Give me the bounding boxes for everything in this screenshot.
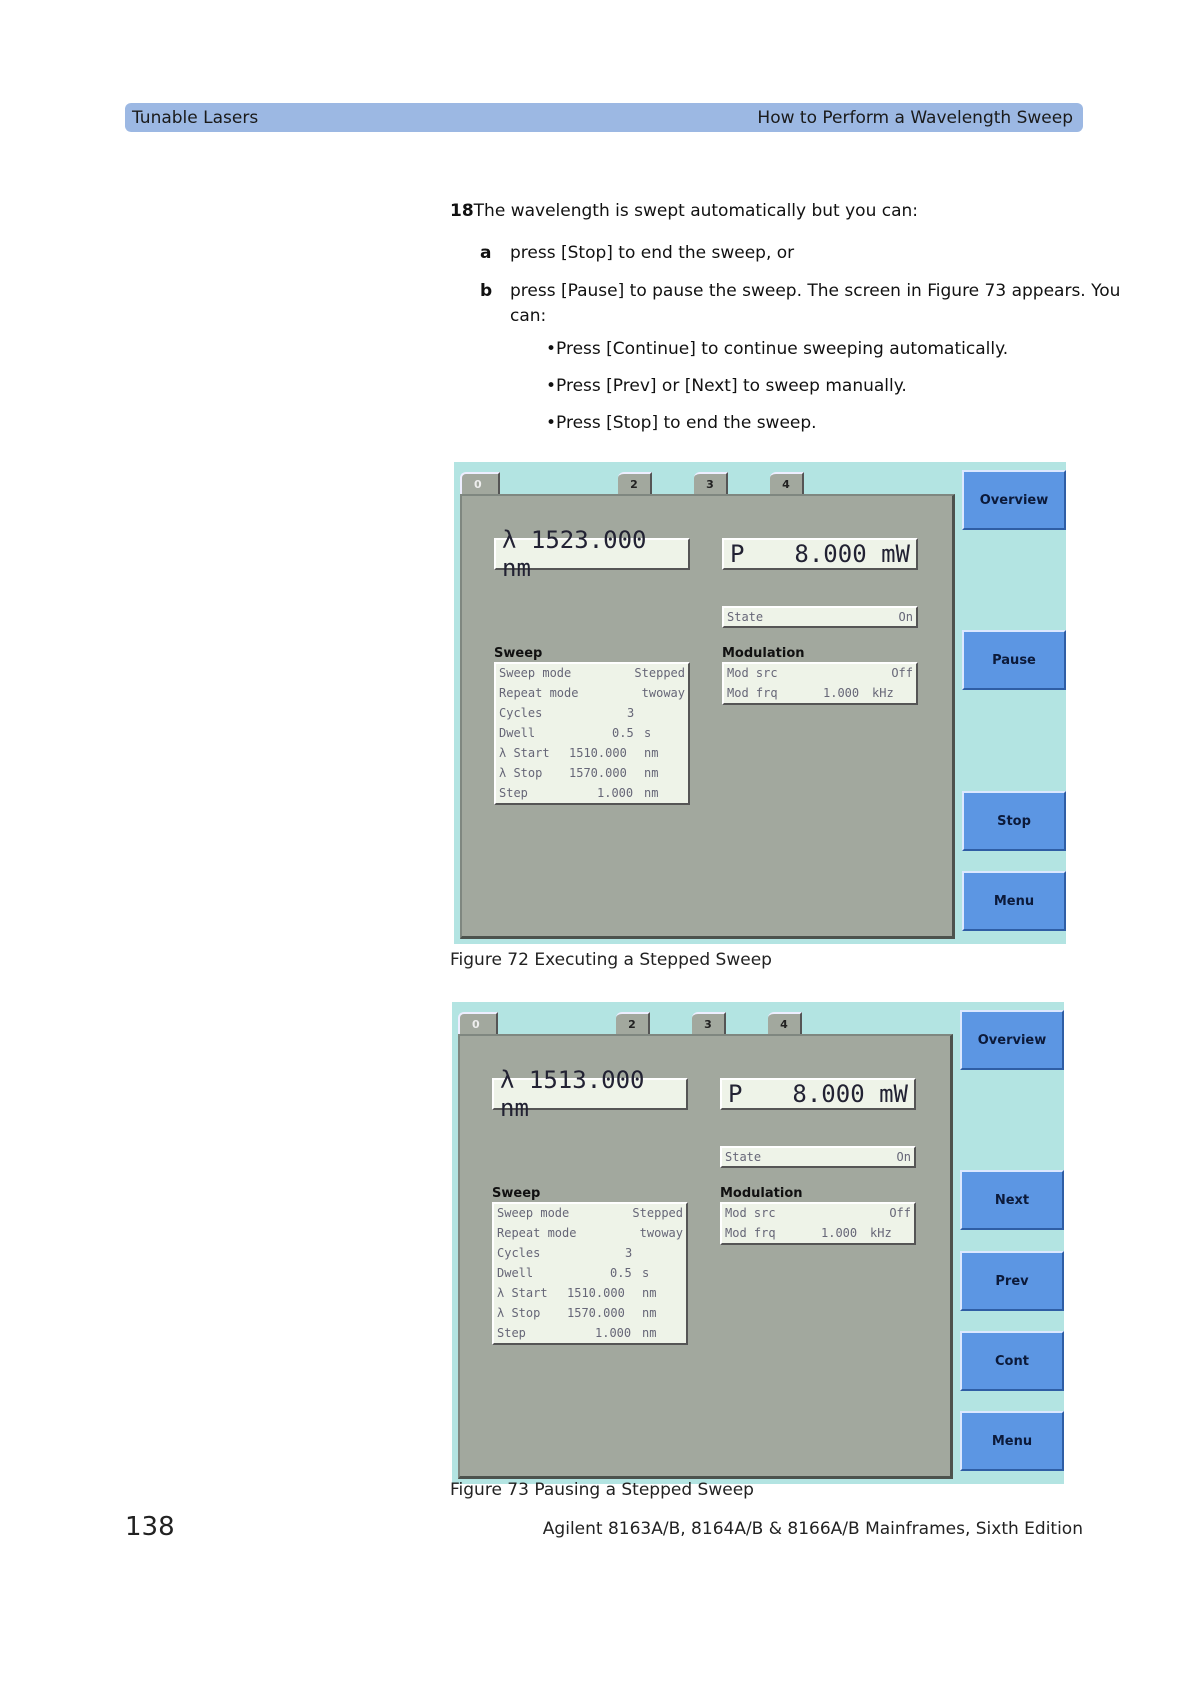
param-label: Dwell — [497, 1266, 534, 1280]
state-value: On — [896, 1150, 911, 1164]
param-unit: kHz — [870, 1226, 892, 1240]
param-value: 3 — [625, 1246, 633, 1260]
param-unit: nm — [642, 1306, 657, 1320]
param-value: Stepped — [634, 666, 685, 680]
param-value: 1510.000 — [569, 746, 627, 760]
figure-caption-73: Figure 73 Pausing a Stepped Sweep — [450, 1480, 754, 1500]
tab-2[interactable]: 2 — [616, 1012, 650, 1034]
param-label: Mod frq — [725, 1226, 776, 1240]
sweep-title: Sweep — [492, 1186, 541, 1201]
sweep-row[interactable] — [499, 684, 685, 704]
param-value: 0.5 — [612, 726, 634, 740]
param-label: Mod src — [725, 1206, 776, 1220]
overview-button[interactable]: Overview — [962, 470, 1066, 530]
param-value: 1.000 — [597, 786, 634, 800]
display-panel — [458, 1034, 953, 1479]
param-label: Dwell — [499, 726, 536, 740]
param-label: Sweep mode — [497, 1206, 570, 1220]
tab-3[interactable]: 3 — [694, 472, 728, 494]
param-unit: nm — [644, 746, 659, 760]
tab-3[interactable]: 3 — [692, 1012, 726, 1034]
param-value: Off — [891, 666, 913, 680]
sweep-row[interactable] — [499, 704, 685, 724]
param-label: Cycles — [497, 1246, 541, 1260]
param-value: twoway — [641, 686, 685, 700]
sweep-row[interactable] — [497, 1264, 683, 1284]
instrument-screen-figure-73 — [452, 1002, 1064, 1484]
instrument-screen-figure-72 — [454, 462, 1066, 944]
sweep-parameters[interactable] — [492, 1202, 688, 1345]
next-button[interactable]: Next — [960, 1170, 1064, 1230]
mod-row[interactable] — [727, 684, 913, 704]
bullet-item: •Press [Continue] to continue sweeping automatically. — [546, 339, 1009, 359]
tab-4[interactable]: 4 — [768, 1012, 802, 1034]
page-number: 138 — [125, 1512, 175, 1542]
param-value: 0.5 — [610, 1266, 632, 1280]
header-section: Tunable Lasers — [132, 107, 259, 128]
power-readout[interactable] — [722, 538, 918, 570]
tab-0[interactable]: 0 — [458, 1012, 498, 1034]
param-label: λ Stop — [497, 1306, 541, 1320]
sweep-row[interactable] — [499, 764, 685, 784]
tab-0[interactable]: 0 — [460, 472, 500, 494]
item-text-cont: can: — [510, 306, 547, 326]
prev-button[interactable]: Prev — [960, 1251, 1064, 1311]
power-value: 8.000 mW — [794, 540, 910, 568]
step-text: The wavelength is swept automatically but you can: — [473, 201, 919, 221]
param-label: Mod frq — [727, 686, 778, 700]
param-label: Cycles — [499, 706, 543, 720]
item-letter: a — [480, 243, 492, 263]
bullet-item: •Press [Prev] or [Next] to sweep manually. — [546, 376, 907, 396]
document-title: Agilent 8163A/B, 8164A/B & 8166A/B Mainframes, Sixth Edition — [542, 1519, 1083, 1539]
sweep-row[interactable] — [499, 784, 685, 804]
param-unit: nm — [644, 786, 659, 800]
item-text: press [Pause] to pause the sweep. The screen in Figure 73 appears. You — [510, 281, 1121, 301]
sweep-row[interactable] — [499, 664, 685, 684]
modulation-title: Modulation — [720, 1186, 803, 1201]
display-panel — [460, 494, 955, 939]
param-label: λ Start — [497, 1286, 548, 1300]
param-value: 1.000 — [595, 1326, 632, 1340]
page-header — [125, 103, 1083, 132]
param-value: 3 — [627, 706, 635, 720]
sweep-parameters[interactable] — [494, 662, 690, 805]
param-label: λ Stop — [499, 766, 543, 780]
tab-2[interactable]: 2 — [618, 472, 652, 494]
param-label: Sweep mode — [499, 666, 572, 680]
item-letter: b — [480, 281, 493, 301]
state-field[interactable] — [722, 606, 918, 628]
step-number: 18 — [450, 201, 474, 221]
state-value: On — [898, 610, 913, 624]
pause-button[interactable]: Pause — [962, 630, 1066, 690]
param-label: Step — [499, 786, 528, 800]
param-unit: s — [642, 1266, 650, 1280]
sweep-title: Sweep — [494, 646, 543, 661]
power-label: P — [728, 1080, 743, 1108]
param-label: Repeat mode — [499, 686, 579, 700]
param-value: twoway — [639, 1226, 683, 1240]
modulation-title: Modulation — [722, 646, 805, 661]
power-label: P — [730, 540, 745, 568]
state-field[interactable] — [720, 1146, 916, 1168]
state-label: State — [725, 1150, 762, 1164]
state-label: State — [727, 610, 764, 624]
sweep-row[interactable] — [499, 744, 685, 764]
stop-button[interactable]: Stop — [962, 791, 1066, 851]
mod-row[interactable] — [725, 1204, 911, 1224]
param-unit: kHz — [872, 686, 894, 700]
overview-button[interactable]: Overview — [960, 1010, 1064, 1070]
figure-caption-72: Figure 72 Executing a Stepped Sweep — [450, 950, 772, 970]
param-label: Repeat mode — [497, 1226, 577, 1240]
modulation-parameters[interactable] — [722, 662, 918, 705]
sweep-row[interactable] — [497, 1304, 683, 1324]
sweep-row[interactable] — [497, 1224, 683, 1244]
sweep-row[interactable] — [497, 1244, 683, 1264]
param-label: Step — [497, 1326, 526, 1340]
modulation-parameters[interactable] — [720, 1202, 916, 1245]
param-unit: nm — [642, 1326, 657, 1340]
sweep-row[interactable] — [497, 1324, 683, 1344]
header-topic: How to Perform a Wavelength Sweep — [757, 107, 1073, 128]
wavelength-readout[interactable]: λ 1513.000 nm — [492, 1078, 688, 1110]
param-value: 1.000 — [821, 1226, 858, 1240]
power-readout[interactable] — [720, 1078, 916, 1110]
cont-button[interactable]: Cont — [960, 1331, 1064, 1391]
item-text: press [Stop] to end the sweep, or — [510, 243, 795, 263]
param-value: Stepped — [632, 1206, 683, 1220]
param-label: λ Start — [499, 746, 550, 760]
param-value: 1570.000 — [567, 1306, 625, 1320]
mod-row[interactable] — [727, 664, 913, 684]
param-value: 1510.000 — [567, 1286, 625, 1300]
sweep-row[interactable] — [499, 724, 685, 744]
param-label: Mod src — [727, 666, 778, 680]
bullet-item: •Press [Stop] to end the sweep. — [546, 413, 817, 433]
sweep-row[interactable] — [497, 1284, 683, 1304]
wavelength-readout[interactable]: λ 1523.000 nm — [494, 538, 690, 570]
menu-button[interactable]: Menu — [962, 871, 1066, 931]
tab-4[interactable]: 4 — [770, 472, 804, 494]
param-value: 1.000 — [823, 686, 860, 700]
param-value: Off — [889, 1206, 911, 1220]
param-unit: nm — [642, 1286, 657, 1300]
power-value: 8.000 mW — [792, 1080, 908, 1108]
param-value: 1570.000 — [569, 766, 627, 780]
sweep-row[interactable] — [497, 1204, 683, 1224]
menu-button[interactable]: Menu — [960, 1411, 1064, 1471]
param-unit: s — [644, 726, 652, 740]
step-line — [450, 199, 918, 224]
mod-row[interactable] — [725, 1224, 911, 1244]
param-unit: nm — [644, 766, 659, 780]
